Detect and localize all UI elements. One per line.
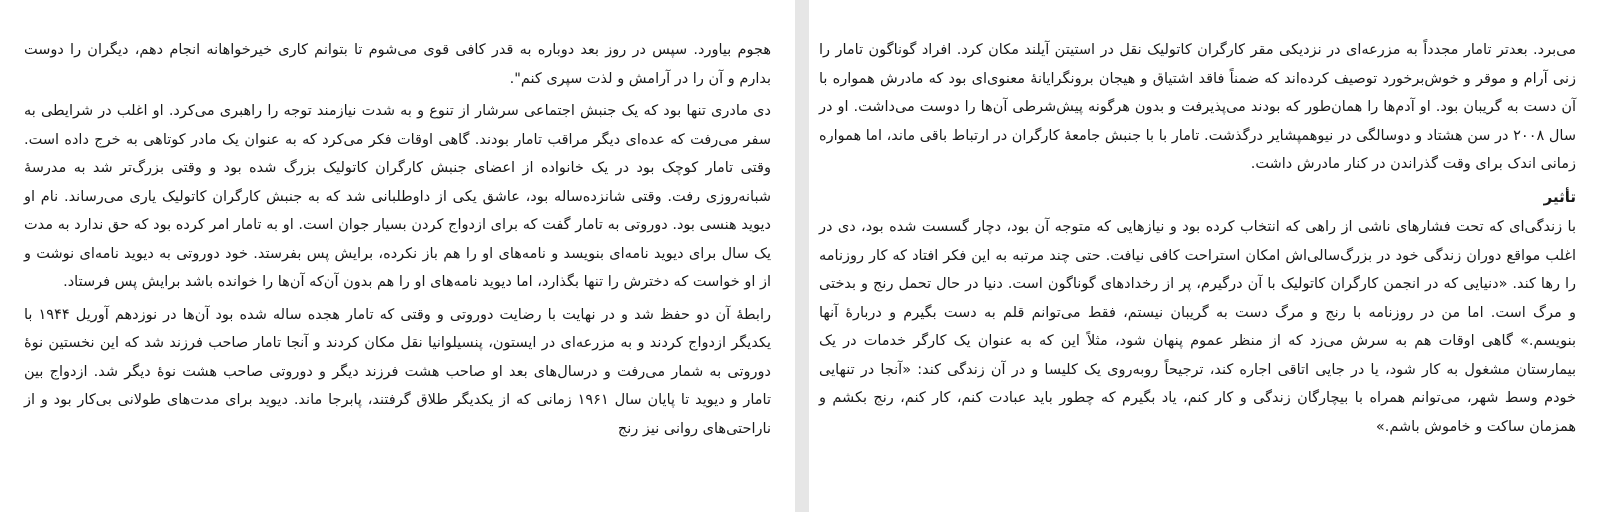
left-page — [0, 0, 795, 512]
right-paragraph-intro: می‌برد. بعدتر تامار مجدداً به مزرعه‌ای در نزدیکی مقر کارگران کاتولیک نقل در استیتن آیلند مکان کرد. افراد گوناگون تامار را زنی آرام و موقر و خوش‌برخورد توصیف کرده‌اند که ضمناً فاقد اشتیاق و هیجان برونگرایانهٔ معنوی‌ای بود که مادرش همواره با آن دست به گریبان بود. او آدم‌ها را همان‌طور که بودند می‌پذیرفت و بدون هرگونه پیش‌شرطی آن‌ها را دوست می‌داشت. او در سال ۲۰۰۸ در سن هشتاد و دوسالگی در نیوهمپشایر درگذشت. تامار با با جنبش جامعهٔ کارگران در ارتباط باقی ماند، اما همواره زمانی اندک برای وقت گذراندن در کنار مادرش داشت. — [819, 42, 1577, 172]
right-page — [795, 0, 1600, 512]
right-paragraph-impact: با زندگی‌ای که تحت فشارهای ناشی از راهی که انتخاب کرده بود و نیازهایی که متوجه آن بود، دچار گسست شده بود، دی در اغلب مواقع دوران زندگی خود در بزرگ‌سالی‌اش امکان استراحت کافی نیافت. حتی چند مرتبه به این فکر افتاد که کار روزنامه را رها کند. «دنیایی که در انجمن کارگران کاتولیک با آن درگیرم، پر از رخدادهای گوناگون است. دنیا در حال تحمل رنج و بدختی و مرگ است. اما من در روزنامه با رنج و مرگ دست به گریبان نیستم، فقط می‌توانم قلم به دست بگیرم و دربارهٔ آنها بنویسم.» گاهی اوقات هم به سرش می‌زد که از منظر عموم پنهان شود، مثلاً این که به عنوان یک کارگر خدمات در یک بیمارستان مشغول به کار شود، یا در جایی اتاقی اجاره کند، ترجیحاً روبه‌روی یک کلیسا و در آن زندگی کند: «آنجا در تنهایی خودم وسط شهر، می‌توانم همراه با بیچارگان زندگی و کار کنم، یاد بگیرم که چطور باید عبادت کنم، کار کنم، رنج بکشم و همزمان ساکت و خاموش باشم.» — [819, 219, 1576, 435]
left-paragraph-3: رابطهٔ آن دو حفظ شد و در نهایت با رضایت دوروتی و وقتی که تامار هجده ساله شده بود آن‌ها در نوزدهم آوریل ۱۹۴۴ با یکدیگر ازدواج کردند و به مزرعه‌ای در ایستون، پنسیلوانیا نقل مکان کردند و آنجا تامار صاحب فرزند شد که این نخستین نوهٔ دوروتی به شمار می‌رفت و درسال‌های بعد او صاحب هشت فرزند دیگر و دوروتی صاحب هشت نوهٔ دیگر شد. ازدواج بین تامار و دیوید تا پایان سال ۱۹۶۱ زمانی که از یکدیگر طلاق گرفتند، پابرجا ماند. دیوید برای مدت‌های طولانی بی‌کار بود و از ناراحتی‌های روانی نیز رنج — [24, 306, 771, 437]
page-gutter-divider — [795, 0, 809, 512]
left-paragraph-2: دی مادری تنها بود که یک جنبش اجتماعی سرشار از تنوع و به شدت نیازمند توجه را راهبری می‌کرد. او اغلب در شرایطی به سفر می‌رفت که عده‌ای دیگر مراقب تامار بودند. گاهی اوقات فکر می‌کرد که به عنوان یک مادر کوتاهی به خرج داده است. وقتی تامار کوچک بود در یک خانواده از اعضای جنبش کارگران کاتولیک بزرگ شده بود و وقتی بزرگ‌تر شد به مدرسهٔ شبانه‌روزی رفت. وقتی شانزده‌ساله بود، عاشق یکی از داوطلبانی شد که به جنبش کارگران کاتولیک یاری می‌رساند. نام او دیوید هنسی بود. دوروتی به تامار گفت که برای ازدواج کردن بسیار جوان است. او به تامار امر کرده بود که حق ندارد به مدت یک سال برای دیوید نامه‌ای بنویسد و نامه‌های او را هم باز نکرده، برایش پس بفرستد. خود دوروتی به دیوید نامه‌ای نوشت و از او خواست که دخترش را تنها بگذارد، اما دیوید نامه‌های او را هم بدون آن‌که آن‌ها را خوانده باشد برایش پس فرستاد. — [24, 103, 771, 290]
section-heading: تأثیر — [1543, 187, 1576, 206]
left-paragraph-1: هجوم بیاورد. سپس در روز بعد دوباره به قدر کافی قوی می‌شوم تا بتوانم کاری خیرخواهانه انجام دهم، دیگران را دوست بدارم و آن را در آرامش و لذت سپری کنم". — [24, 42, 771, 87]
